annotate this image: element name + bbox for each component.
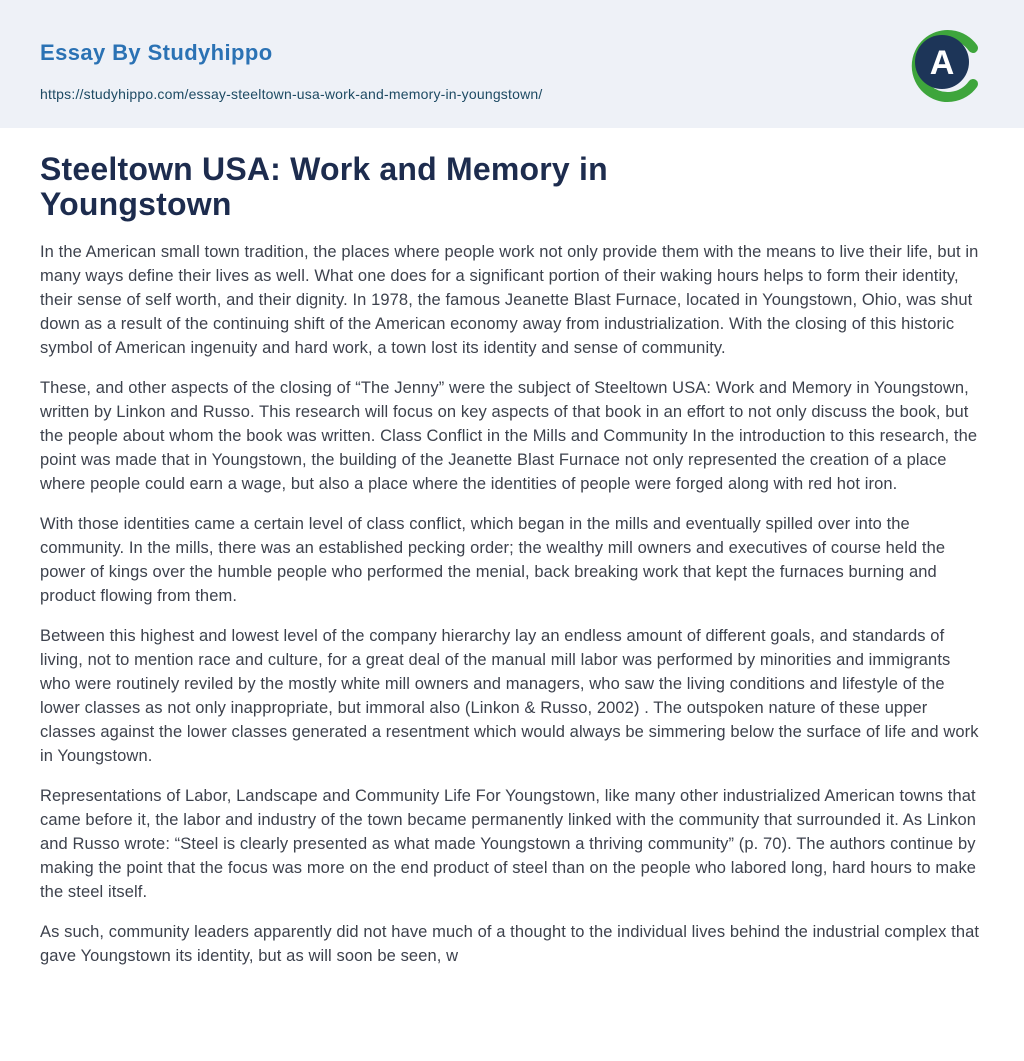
essay-paragraph-2: These, and other aspects of the closing of “The Jenny” were the subject of Steeltown USA: Work and Memory in Youngstown, written by Linkon and Russo. This research will focus on key aspects of that book in an effort to not only discuss the book, but the people about whom the book was written. Class Conflict in the Mills and Community In the introduction to this research, the point was made that in Youngstown, the building of the Jeanette Blast Furnace not only represented the creation of a place where people could earn a wage, but also a place where the identities of people were forged along with red hot iron. (40, 379, 978, 493)
essay-content (0, 128, 1024, 968)
logo-letter: A (929, 44, 955, 82)
studyhippo-logo (906, 26, 986, 106)
essay-paragraph-5: Representations of Labor, Landscape and Community Life For Youngstown, like many other industrialized American towns that came before it, the labor and industry of the town became permanently linked with the community that surrounded it. As Linkon and Russo wrote: “Steel is clearly presented as what made Youngstown a thriving community” (p. 70). The authors continue by making the point that the focus was more on the end product of steel than on the people who labored long, hard hours to make the steel itself. (40, 787, 977, 901)
site-title: Essay By Studyhippo (40, 40, 273, 65)
essay-paragraph-6: As such, community leaders apparently did not have much of a thought to the individual lives behind the industrial complex that gave Youngstown its identity, but as will soon be seen, w (40, 923, 980, 965)
essay-url-link[interactable]: https://studyhippo.com/essay-steeltown-usa-work-and-memory-in-youngstown/ (40, 86, 543, 102)
essay-paragraph-3: With those identities came a certain level of class conflict, which began in the mills and eventually spilled over into the community. In the mills, there was an established pecking order; the wealthy mill owners and executives of course held the power of kings over the humble people who performed the menial, back breaking work that kept the furnaces burning and product flowing from them. (40, 515, 946, 605)
page-header (0, 0, 1024, 128)
essay-paragraph-4: Between this highest and lowest level of the company hierarchy lay an endless amount of different goals, and standards of living, not to mention race and culture, for a great deal of the manual mill labor was performed by minorities and immigrants who were routinely reviled by the mostly white mill owners and managers, who saw the living conditions and lifestyle of the lower classes as not only inappropriate, but immoral also (Linkon & Russo, 2002) . The outspoken nature of these upper classes against the lower classes generated a resentment which would always be simmering below the surface of life and work in Youngstown. (40, 627, 979, 765)
article-title: Steeltown USA: Work and Memory in Youngstown (40, 151, 608, 222)
essay-paragraph-1: In the American small town tradition, the places where people work not only provide them with the means to live their life, but in many ways define their lives as well. What one does for a significant portion of their waking hours helps to form their identity, their sense of self worth, and their dignity. In 1978, the famous Jeanette Blast Furnace, located in Youngstown, Ohio, was shut down as a result of the continuing shift of the American economy away from industrialization. With the closing of this historic symbol of American ingenuity and hard work, a town lost its identity and sense of community. (40, 243, 979, 357)
header-text-block (40, 40, 984, 102)
studyhippo-logo-icon (906, 26, 986, 106)
